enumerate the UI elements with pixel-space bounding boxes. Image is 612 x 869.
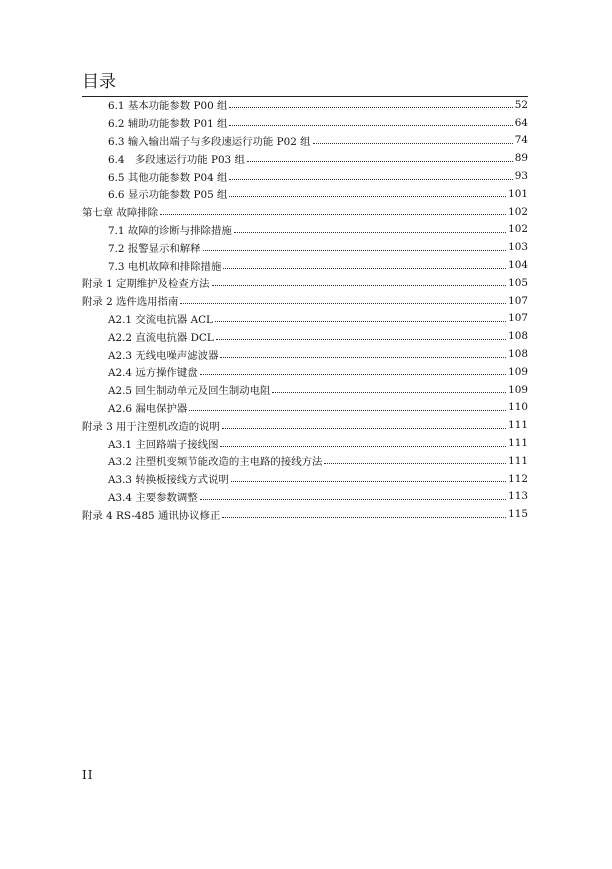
toc-entry-page: 105 (508, 276, 528, 289)
toc-entry-label: 附录 4 RS-485 通讯协议修正 (82, 509, 221, 522)
toc-entry-page: 107 (508, 294, 528, 307)
dot-leader (216, 339, 506, 340)
dot-leader (272, 392, 506, 393)
toc-entry-label: A2.1 交流电抗器 ACL (108, 313, 213, 326)
dot-leader (234, 232, 506, 233)
toc-entry[interactable] (82, 327, 528, 345)
toc-entry-label: A2.2 直流电抗器 DCL (108, 331, 214, 344)
toc-entry-page: 89 (514, 152, 528, 165)
toc-entry[interactable] (82, 221, 528, 239)
toc-entry-label: A2.3 无线电噪声滤波器 (108, 349, 219, 362)
toc-entry[interactable] (82, 381, 528, 399)
toc-entry-label: A2.6 漏电保护器 (108, 402, 188, 415)
dot-leader (200, 499, 506, 500)
dot-leader (212, 285, 507, 286)
toc-entry-page: 109 (508, 365, 528, 378)
dot-leader (180, 303, 506, 304)
toc-entry-label: 6.5 其他功能参数 P04 组 (108, 171, 228, 184)
toc-appendix-entry[interactable] (82, 416, 528, 434)
toc-entry-label: 7.2 报警显示和解释 (108, 242, 201, 255)
toc-entry-page: 103 (508, 241, 528, 254)
dot-leader (222, 517, 506, 518)
toc-appendix-entry[interactable] (82, 505, 528, 523)
toc-entry-label: 6.4 多段速运行功能 P03 组 (108, 153, 245, 166)
toc-entry-page: 109 (508, 383, 528, 396)
dot-leader (189, 410, 506, 411)
dot-leader (313, 143, 513, 144)
toc-entry[interactable] (82, 114, 528, 132)
dot-leader (229, 179, 512, 180)
toc-entry[interactable] (82, 434, 528, 452)
dot-leader (229, 196, 506, 197)
dot-leader (215, 321, 506, 322)
dot-leader (324, 463, 506, 464)
toc-entry-page: 112 (508, 472, 528, 485)
toc-entry[interactable] (82, 488, 528, 506)
dot-leader (223, 268, 506, 269)
toc-appendix-entry[interactable] (82, 292, 528, 310)
dot-leader (220, 357, 506, 358)
toc-entry-page: 74 (514, 134, 528, 147)
page-folio: II (82, 768, 94, 782)
toc-entry-label: 6.1 基本功能参数 P00 组 (108, 100, 228, 113)
toc-entry[interactable] (82, 167, 528, 185)
toc-entry-label: 附录 1 定期维护及检查方法 (82, 278, 210, 291)
toc-appendix-entry[interactable] (82, 274, 528, 292)
dot-leader (160, 214, 506, 215)
dot-leader (229, 107, 512, 108)
dot-leader (222, 428, 506, 429)
toc-entry-label: A3.4 主要参数调整 (108, 491, 198, 504)
toc-entry-page: 107 (508, 312, 528, 325)
toc-entry[interactable] (82, 185, 528, 203)
toc-entry-page: 111 (508, 419, 528, 432)
toc-entry-label: A2.4 远方操作键盘 (108, 367, 198, 380)
toc-chapter-entry[interactable] (82, 203, 528, 221)
toc-entry[interactable] (82, 470, 528, 488)
toc-entry[interactable] (82, 345, 528, 363)
toc-entry[interactable] (82, 399, 528, 417)
toc-entry-label: 7.3 电机故障和排除措施 (108, 260, 222, 273)
toc-entry-page: 115 (508, 508, 528, 521)
toc-entry-page: 64 (514, 116, 528, 129)
toc-entry[interactable] (82, 256, 528, 274)
toc-entry[interactable] (82, 96, 528, 114)
toc-entry-label: 附录 2 选件选用指南 (82, 296, 179, 309)
table-of-contents (82, 96, 528, 523)
toc-entry-label: A3.3 转换板接线方式说明 (108, 474, 229, 487)
toc-entry[interactable] (82, 238, 528, 256)
toc-entry-page: 102 (508, 205, 528, 218)
toc-entry-page: 101 (508, 187, 528, 200)
toc-entry[interactable] (82, 132, 528, 150)
toc-entry-page: 110 (508, 401, 528, 414)
toc-entry-page: 52 (514, 98, 528, 111)
toc-entry-page: 102 (508, 223, 528, 236)
toc-entry-label: 6.3 输入输出端子与多段速运行功能 P02 组 (108, 135, 311, 148)
toc-entry-page: 93 (514, 170, 528, 183)
toc-entry-page: 111 (508, 454, 528, 467)
toc-entry-page: 111 (508, 437, 528, 450)
dot-leader (200, 374, 506, 375)
dot-leader (231, 481, 506, 482)
page-title: 目录 (82, 72, 116, 92)
toc-entry-label: 6.6 显示功能参数 P05 组 (108, 189, 228, 202)
toc-entry-label: 6.2 辅助功能参数 P01 组 (108, 118, 228, 131)
toc-entry-page: 113 (508, 490, 528, 503)
dot-leader (203, 250, 507, 251)
toc-entry-label: A3.1 主回路端子接线图 (108, 438, 219, 451)
toc-entry[interactable] (82, 149, 528, 167)
toc-entry-label: A3.2 注塑机变频节能改造的主电路的接线方法 (108, 456, 323, 469)
toc-entry-label: A2.5 回生制动单元及回生制动电阻 (108, 385, 271, 398)
dot-leader (220, 446, 506, 447)
toc-entry[interactable] (82, 310, 528, 328)
toc-entry-page: 104 (508, 259, 528, 272)
toc-entry-label: 7.1 故障的诊断与排除措施 (108, 224, 232, 237)
toc-entry-label: 附录 3 用于注塑机改造的说明 (82, 420, 220, 433)
toc-entry[interactable] (82, 363, 528, 381)
dot-leader (229, 125, 512, 126)
dot-leader (247, 161, 513, 162)
toc-entry-label: 第七章 故障排除 (82, 207, 159, 220)
toc-entry-page: 108 (508, 348, 528, 361)
toc-entry-page: 108 (508, 330, 528, 343)
toc-entry[interactable] (82, 452, 528, 470)
